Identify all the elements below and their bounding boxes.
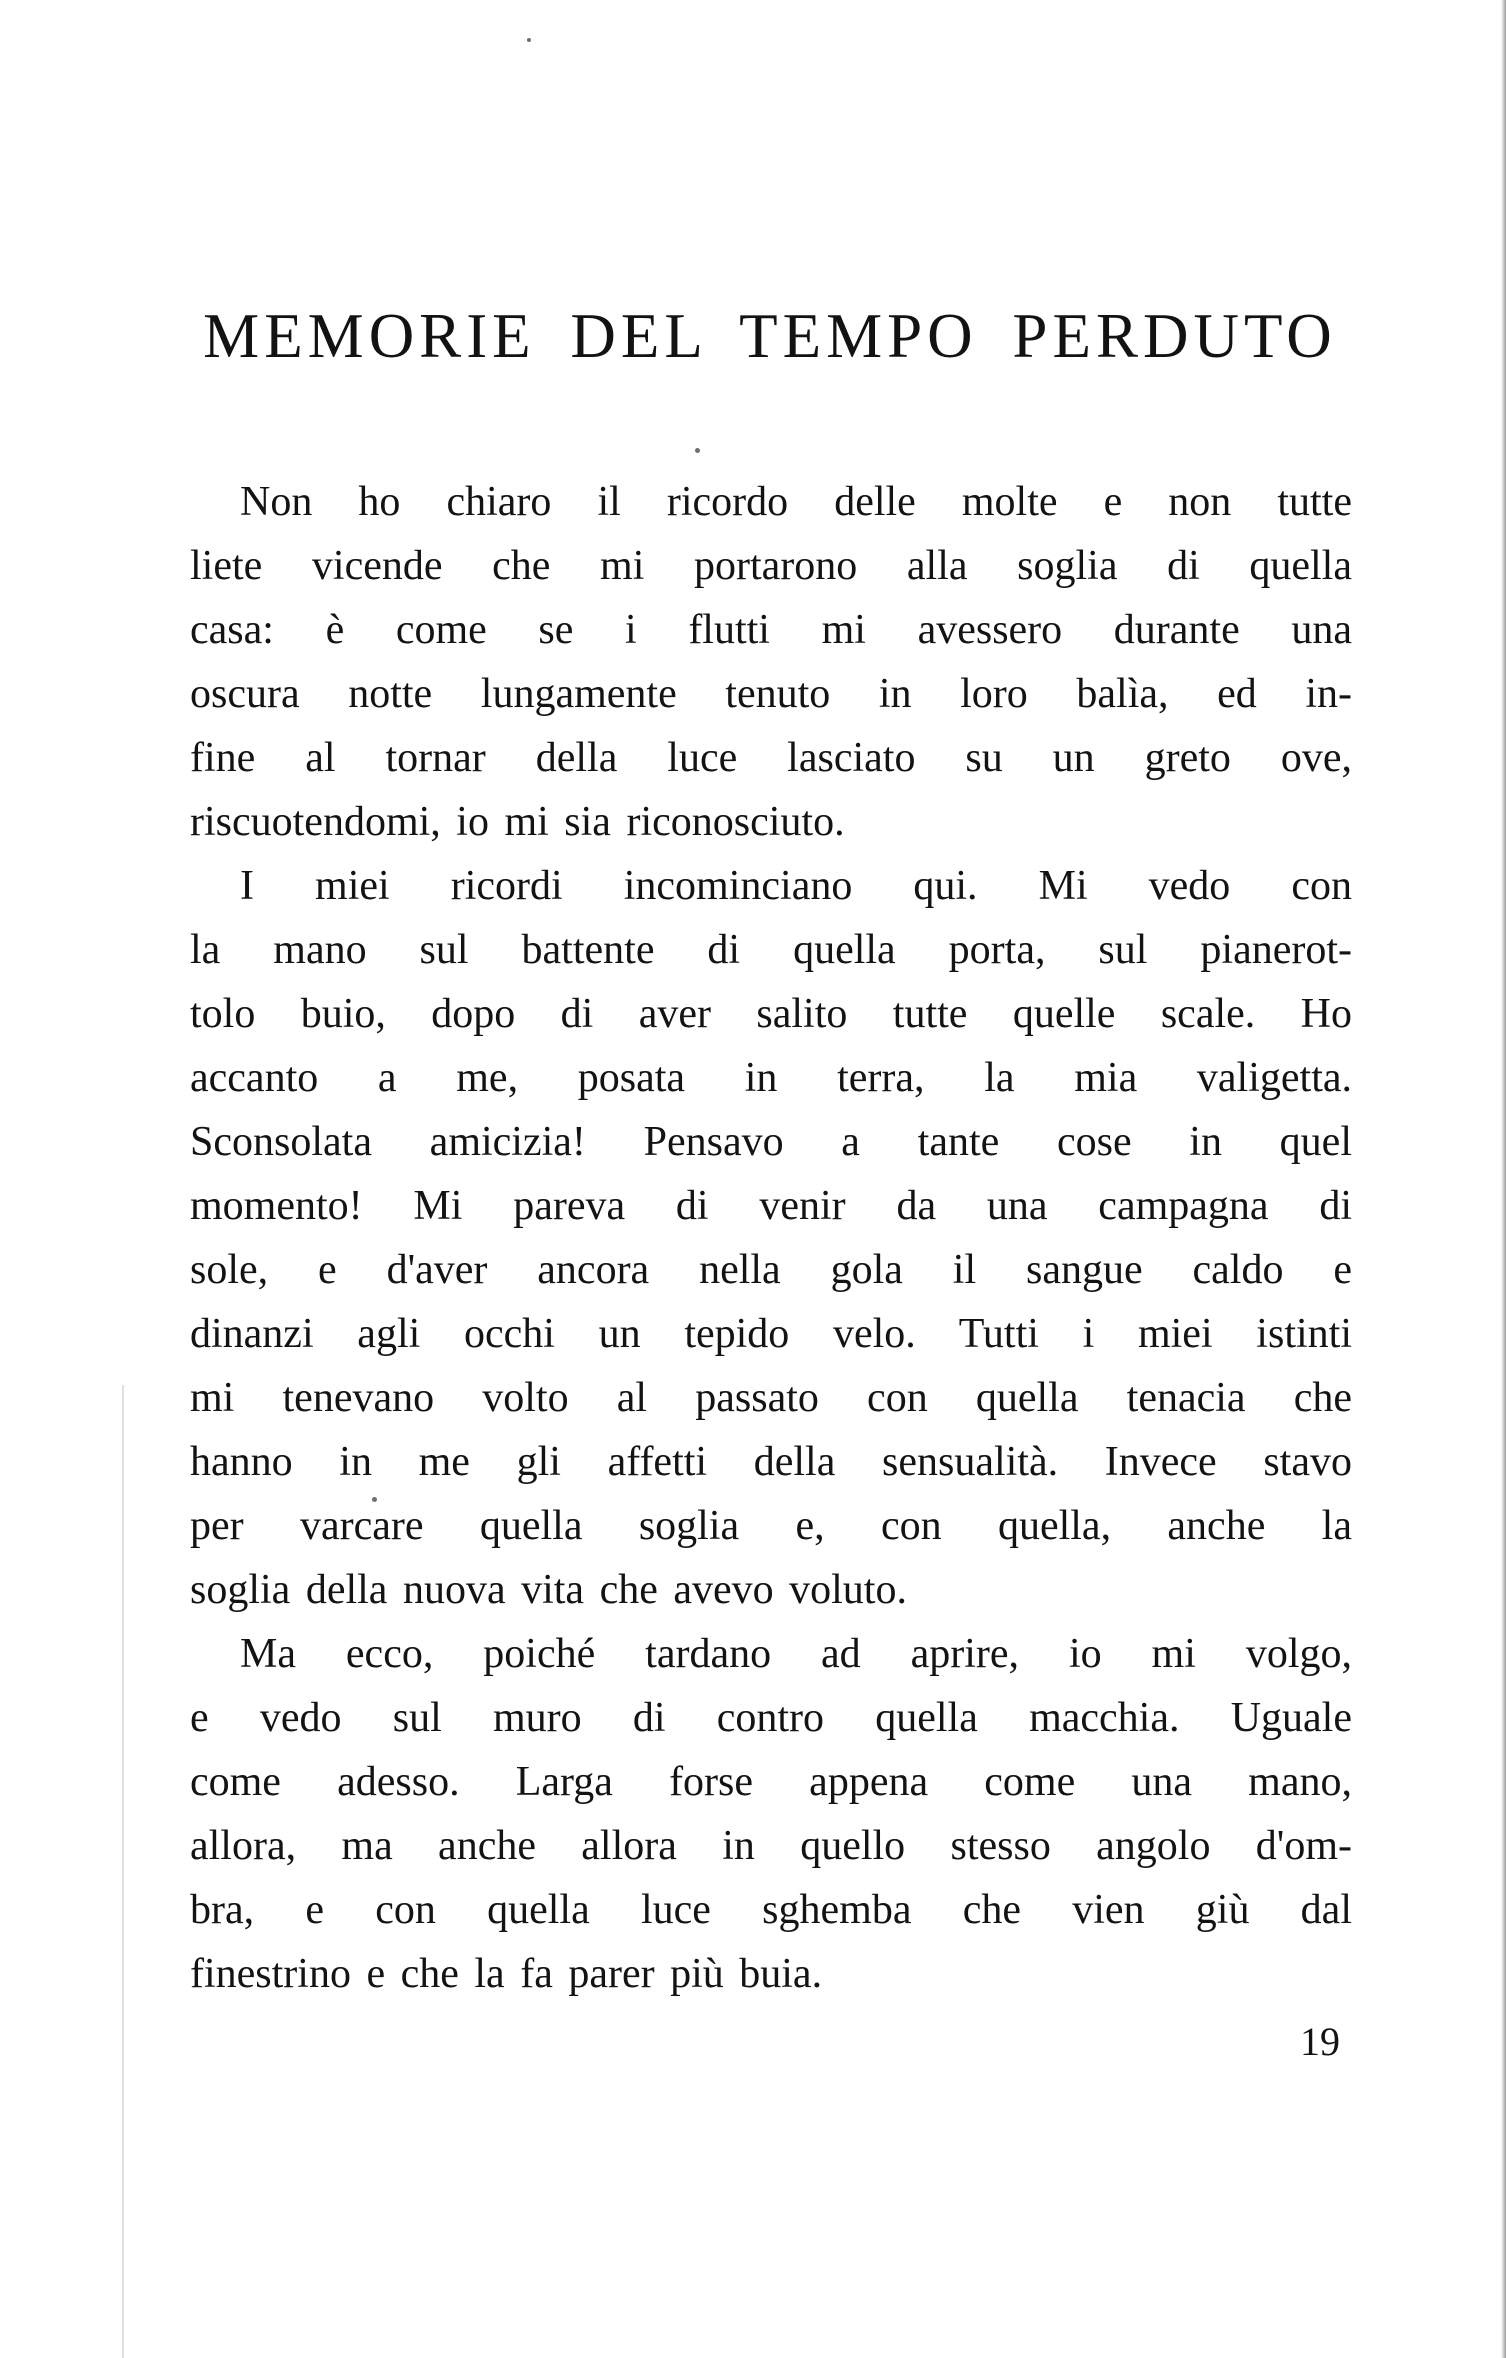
scan-speckle [695,448,700,453]
scan-artifact-right-edge [1501,0,1506,2358]
text-line: liete vicende che mi portarono alla soglia di quella [190,543,1352,589]
text-line: dinanzi agli occhi un tepido velo. Tutti i miei istinti [190,1311,1352,1357]
paragraph [190,854,1352,1622]
scan-speckle [527,38,531,42]
text-line: Non ho chiaro il ricordo delle molte e non tutte [240,479,1352,525]
text-line: finestrino e che la fa parer più buia. [190,1951,823,1997]
text-line: Sconsolata amicizia! Pensavo a tante cose in quel [190,1119,1352,1165]
text-line: allora, ma anche allora in quello stesso angolo d'om- [190,1823,1352,1869]
page-body [190,470,1352,2006]
text-line: casa: è come se i flutti mi avessero durante una [190,607,1352,653]
text-line: oscura notte lungamente tenuto in loro balìa, ed in- [190,671,1352,717]
text-line: accanto a me, posata in terra, la mia valigetta. [190,1055,1352,1101]
text-line: bra, e con quella luce sghemba che vien giù dal [190,1887,1352,1933]
text-line: riscuotendomi, io mi sia riconosciuto. [190,799,845,845]
text-line: hanno in me gli affetti della sensualità. Invece stavo [190,1439,1352,1485]
text-line: tolo buio, dopo di aver salito tutte quelle scale. Ho [190,991,1352,1037]
text-line: soglia della nuova vita che avevo voluto. [190,1567,907,1613]
page-title: MEMORIE DEL TEMPO PERDUTO [203,301,1337,371]
paragraph [190,1622,1352,2006]
text-line: sole, e d'aver ancora nella gola il sangue caldo e [190,1247,1352,1293]
text-line: fine al tornar della luce lasciato su un greto ove, [190,735,1352,781]
text-line: e vedo sul muro di contro quella macchia. Uguale [190,1695,1352,1741]
scan-artifact-left-line [122,1385,124,2358]
text-line: come adesso. Larga forse appena come una mano, [190,1759,1352,1805]
text-line: I miei ricordi incominciano qui. Mi vedo con [240,863,1352,909]
text-line: momento! Mi pareva di venir da una campagna di [190,1183,1352,1229]
text-line: Ma ecco, poiché tardano ad aprire, io mi volgo, [240,1631,1352,1677]
paragraph [190,470,1352,854]
text-line: la mano sul battente di quella porta, sul pianerot- [190,927,1352,973]
page-number: 19 [1300,2019,1340,2064]
text-line: per varcare quella soglia e, con quella, anche la [190,1503,1352,1549]
text-line: mi tenevano volto al passato con quella tenacia che [190,1375,1352,1421]
